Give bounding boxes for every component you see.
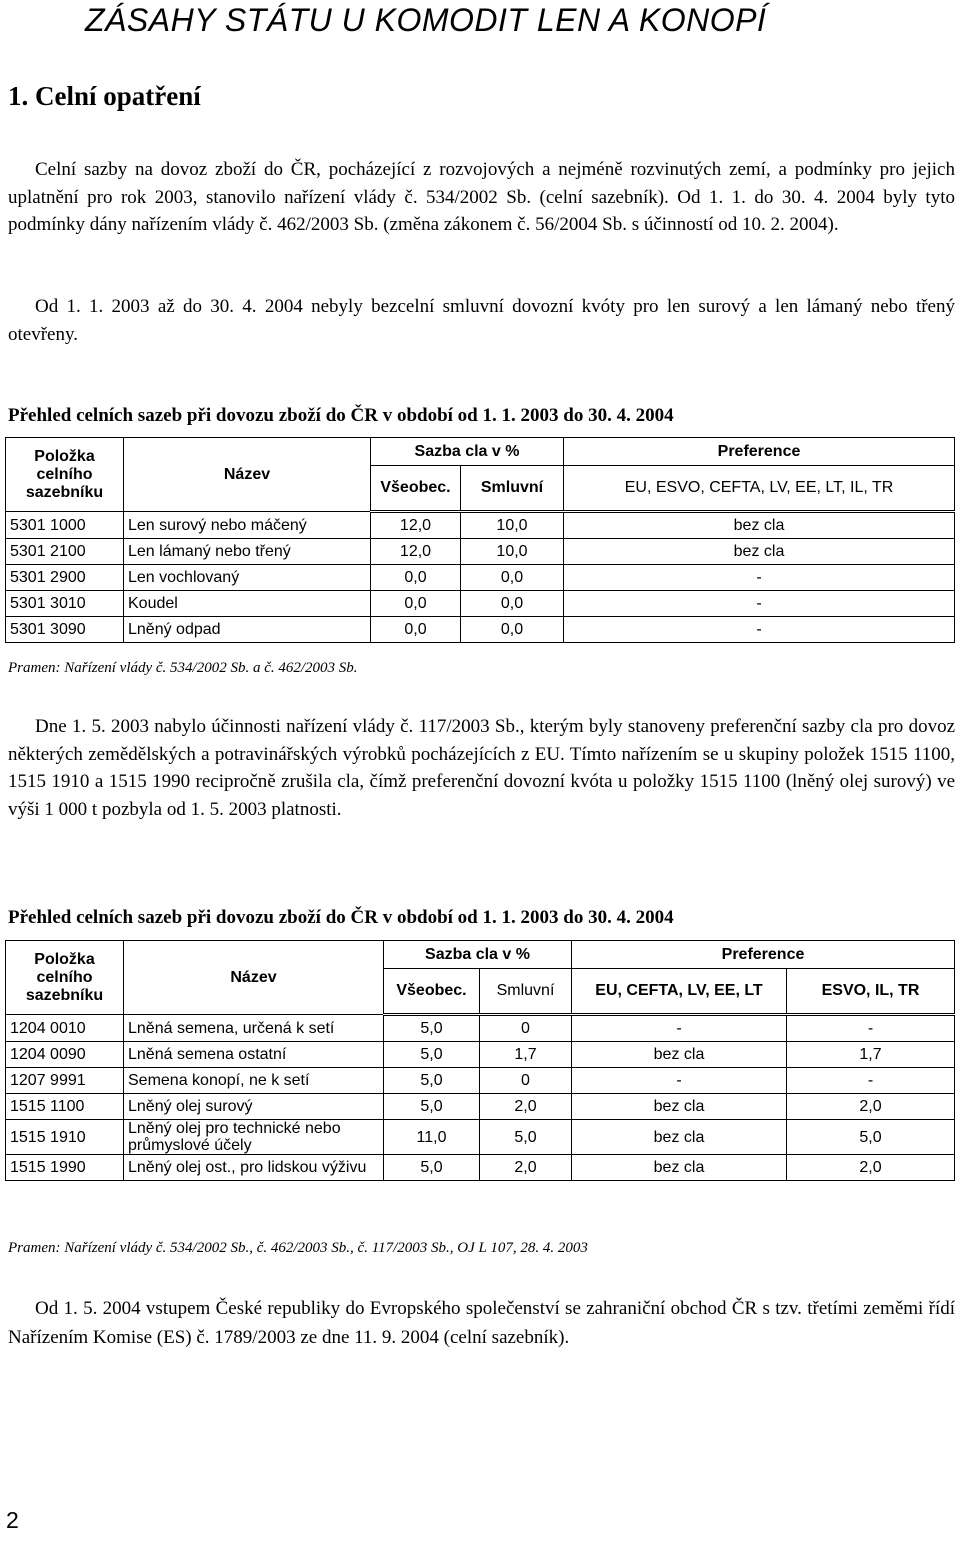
section-heading: 1. Celní opatření <box>8 81 201 111</box>
cell-name: Lněný olej pro technické nebo průmyslové účely <box>124 1120 384 1155</box>
page-number: 2 <box>6 1507 19 1533</box>
header-pref-group: EU, ESVO, CEFTA, LV, EE, LT, IL, TR <box>564 466 955 512</box>
cell-pref-1: - <box>572 1068 787 1094</box>
cell-pref-1: bez cla <box>572 1155 787 1181</box>
cell-pref: bez cla <box>564 512 955 539</box>
cell-general: 5,0 <box>384 1155 480 1181</box>
cell-pref: - <box>564 565 955 591</box>
paragraph-eu-accession: Od 1. 5. 2004 vstupem České republiky do Evropského společenství se zahraniční obchod ČR s tzv. třetími zeměmi řídí Nařízením Komise (ES) č. 1789/2003 ze dne 11. 9. 2004 (celní sazebník). <box>8 1298 955 1348</box>
cell-name: Koudel <box>124 591 371 617</box>
paragraph-intro: Celní sazby na dovoz zboží do ČR, pocházející z rozvojových a nejméně rozvinutých zemí, a podmínky pro jejich uplatnění pro rok 2003, stanovilo nařízení vlády č. 534/2002 Sb. (celní sazebník). Od 1. 1. do 30. 4. 2004 byly tyto podmínky dány nařízením vlády č. 462/2003 Sb. (změna zákonem č. 56/2004 Sb. s účinností od 10. 2. 2004). <box>8 159 955 235</box>
cell-name: Lněný odpad <box>124 617 371 643</box>
header-general: Všeobec. <box>371 466 461 512</box>
cell-contract: 0,0 <box>461 565 564 591</box>
cell-contract: 0 <box>480 1015 572 1042</box>
cell-pref-2: 5,0 <box>787 1120 955 1155</box>
cell-pref-2: - <box>787 1015 955 1042</box>
cell-general: 0,0 <box>371 617 461 643</box>
header-contract: Smluvní <box>461 466 564 512</box>
cell-contract: 0 <box>480 1068 572 1094</box>
table-row <box>6 512 955 539</box>
cell-pref-1: bez cla <box>572 1042 787 1068</box>
cell-contract: 2,0 <box>480 1094 572 1120</box>
cell-general: 11,0 <box>384 1120 480 1155</box>
cell-contract: 0,0 <box>461 591 564 617</box>
tariff-table-seeds-oil <box>5 940 955 1181</box>
cell-pref-2: 1,7 <box>787 1042 955 1068</box>
cell-code: 5301 3010 <box>6 591 124 617</box>
cell-code: 1515 1910 <box>6 1120 124 1155</box>
header-name: Název <box>124 941 384 1015</box>
header-contract: Smluvní <box>480 969 572 1015</box>
cell-contract: 2,0 <box>480 1155 572 1181</box>
cell-contract: 10,0 <box>461 512 564 539</box>
header-name: Název <box>124 438 371 512</box>
cell-code: 5301 2100 <box>6 539 124 565</box>
cell-pref-2: 2,0 <box>787 1094 955 1120</box>
cell-name: Lněná semena, určená k setí <box>124 1015 384 1042</box>
cell-pref-2: 2,0 <box>787 1155 955 1181</box>
cell-code: 5301 3090 <box>6 617 124 643</box>
cell-general: 5,0 <box>384 1042 480 1068</box>
table-row <box>6 1094 955 1120</box>
cell-pref: - <box>564 617 955 643</box>
cell-code: 5301 1000 <box>6 512 124 539</box>
cell-general: 0,0 <box>371 565 461 591</box>
cell-name: Lněný olej surový <box>124 1094 384 1120</box>
cell-code: 1207 9991 <box>6 1068 124 1094</box>
cell-name: Len surový nebo máčený <box>124 512 371 539</box>
cell-code: 1515 1990 <box>6 1155 124 1181</box>
table-row <box>6 1068 955 1094</box>
header-preference: Preference <box>572 941 955 969</box>
cell-code: 5301 2900 <box>6 565 124 591</box>
document-title: ZÁSAHY STÁTU U KOMODIT LEN A KONOPÍ <box>85 2 767 38</box>
cell-general: 5,0 <box>384 1068 480 1094</box>
cell-name: Lněná semena ostatní <box>124 1042 384 1068</box>
table-2-caption: Přehled celních sazeb při dovozu zboží do ČR v období od 1. 1. 2003 do 30. 4. 2004 <box>8 907 674 928</box>
cell-pref: - <box>564 591 955 617</box>
table-2-source: Pramen: Nařízení vlády č. 534/2002 Sb., č. 462/2003 Sb., č. 117/2003 Sb., OJ L 107, 28. 4. 2003 <box>8 1240 588 1256</box>
table-row <box>6 591 955 617</box>
table-row <box>6 539 955 565</box>
tariff-table-flax <box>5 437 955 643</box>
cell-pref-1: - <box>572 1015 787 1042</box>
header-pref-group-1: EU, CEFTA, LV, EE, LT <box>572 969 787 1015</box>
cell-pref-1: bez cla <box>572 1094 787 1120</box>
cell-contract: 1,7 <box>480 1042 572 1068</box>
table-1-caption: Přehled celních sazeb při dovozu zboží do ČR v období od 1. 1. 2003 do 30. 4. 2004 <box>8 405 674 426</box>
cell-pref-1: bez cla <box>572 1120 787 1155</box>
cell-code: 1204 0010 <box>6 1015 124 1042</box>
header-code: Položka celního sazebníku <box>6 941 124 1015</box>
table-row <box>6 1015 955 1042</box>
table-row <box>6 1155 955 1181</box>
header-code: Položka celního sazebníku <box>6 438 124 512</box>
cell-code: 1515 1100 <box>6 1094 124 1120</box>
cell-name: Len vochlovaný <box>124 565 371 591</box>
table-1-source: Pramen: Nařízení vlády č. 534/2002 Sb. a č. 462/2003 Sb. <box>8 660 358 676</box>
cell-pref-2: - <box>787 1068 955 1094</box>
table-row <box>6 565 955 591</box>
cell-pref: bez cla <box>564 539 955 565</box>
cell-general: 12,0 <box>371 539 461 565</box>
cell-contract: 10,0 <box>461 539 564 565</box>
cell-code: 1204 0090 <box>6 1042 124 1068</box>
cell-contract: 5,0 <box>480 1120 572 1155</box>
cell-name: Lněný olej ost., pro lidskou výživu <box>124 1155 384 1181</box>
cell-general: 5,0 <box>384 1015 480 1042</box>
cell-general: 5,0 <box>384 1094 480 1120</box>
table-row <box>6 1120 955 1155</box>
cell-general: 0,0 <box>371 591 461 617</box>
header-general: Všeobec. <box>384 969 480 1015</box>
paragraph-preferences: Dne 1. 5. 2003 nabylo účinnosti nařízení vlády č. 117/2003 Sb., kterým byly stanoveny preferenční sazby cla pro dovoz některých zemědělských a potravinářských výrobků pocházejících z EU. Tímto nařízením se u skupiny položek 1515 1100, 1515 1910 a 1515 1990 recipročně zrušila cla, čímž preferenční dovozní kvóta u položky 1515 1100 (lněný olej surový) ve výši 1 000 t pozbyla od 1. 5. 2003 platnosti. <box>8 716 955 820</box>
table-row <box>6 617 955 643</box>
cell-contract: 0,0 <box>461 617 564 643</box>
header-pref-group-2: ESVO, IL, TR <box>787 969 955 1015</box>
header-rate: Sazba cla v % <box>371 438 564 466</box>
paragraph-quotas: Od 1. 1. 2003 až do 30. 4. 2004 nebyly bezcelní smluvní dovozní kvóty pro len surový a len lámaný nebo třený otevřeny. <box>8 296 955 345</box>
table-row <box>6 1042 955 1068</box>
cell-name: Semena konopí, ne k setí <box>124 1068 384 1094</box>
header-rate: Sazba cla v % <box>384 941 572 969</box>
header-preference: Preference <box>564 438 955 466</box>
cell-general: 12,0 <box>371 512 461 539</box>
cell-name: Len lámaný nebo třený <box>124 539 371 565</box>
